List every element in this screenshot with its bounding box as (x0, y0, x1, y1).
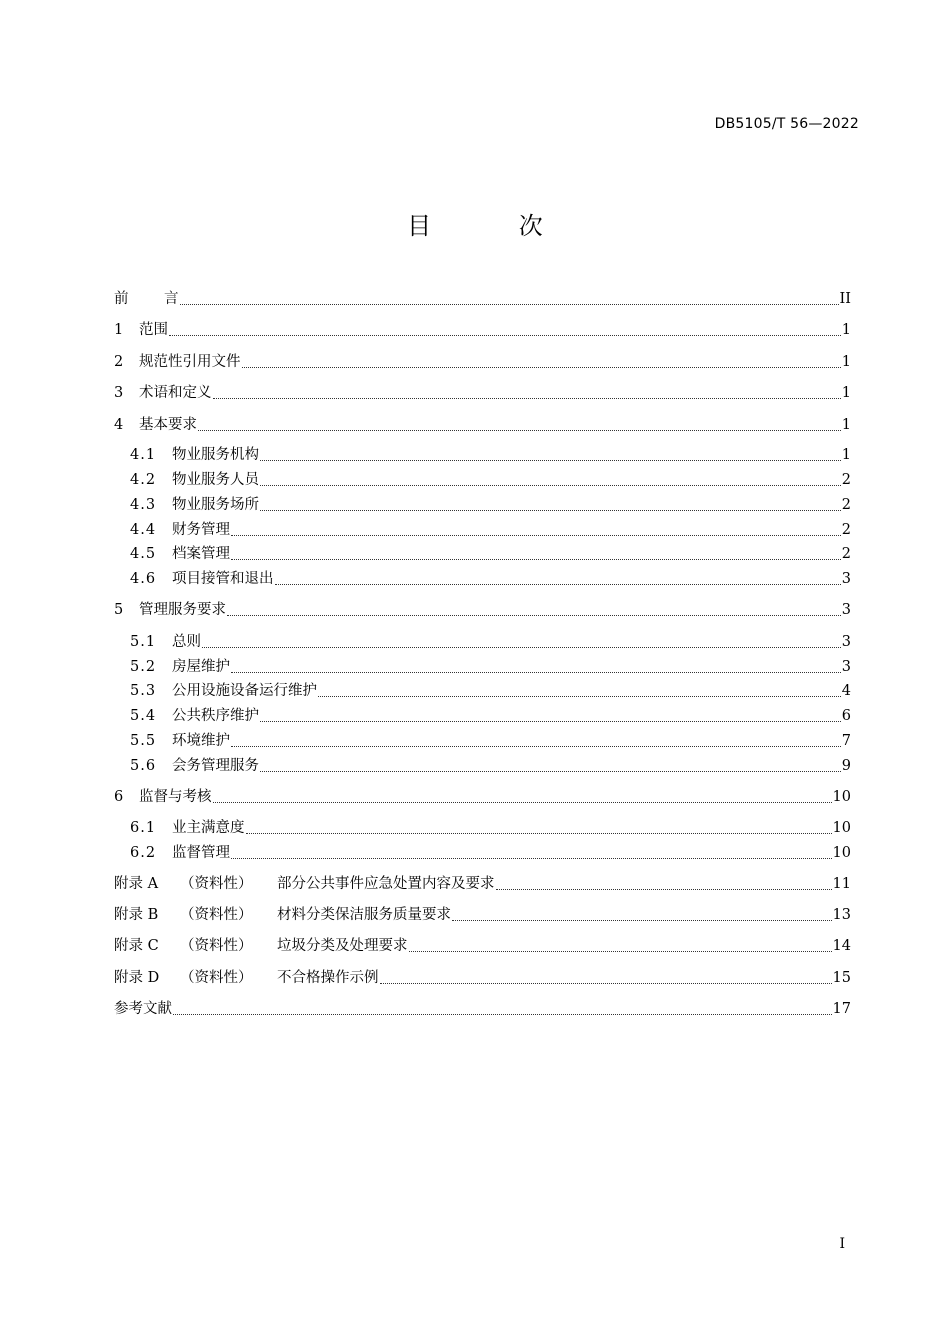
toc-entry-number: 6.2 (130, 845, 157, 861)
leader-dots (260, 770, 841, 772)
toc-subentry[interactable] (130, 491, 851, 515)
toc-subentry[interactable] (130, 727, 851, 751)
toc-subentry[interactable] (130, 565, 851, 589)
toc-entry-page: 13 (832, 907, 851, 923)
toc-entry-page: 3 (841, 634, 851, 650)
toc-entry-number: 6 (114, 789, 124, 805)
toc-entry-title: 业主满意度 (172, 820, 245, 836)
toc-entry-page: 3 (841, 602, 851, 618)
leader-dots (496, 888, 832, 890)
toc-entry-number: 附录 D (114, 970, 160, 986)
toc-entry-page: 2 (841, 497, 851, 513)
toc-entry-page: 3 (841, 571, 851, 587)
toc-entry-number: 1 (114, 322, 124, 338)
toc-subentry[interactable] (130, 752, 851, 776)
toc-entry-number: 5.3 (130, 683, 157, 699)
toc-entry-title: 部分公共事件应急处置内容及要求 (277, 876, 495, 892)
leader-dots (231, 745, 841, 747)
toc-subentry[interactable] (130, 466, 851, 490)
toc-subentry[interactable] (130, 441, 851, 465)
toc-entry-page: 10 (832, 845, 851, 861)
toc-entry-page: 7 (841, 733, 851, 749)
leader-dots (231, 857, 832, 859)
toc-entry-number: 附录 A (114, 876, 159, 892)
toc-entry-number: 参考文献 (114, 1001, 172, 1017)
toc-entry-page: 9 (841, 758, 851, 774)
toc-entry[interactable] (114, 783, 851, 807)
leader-dots (318, 695, 841, 697)
leader-dots (380, 982, 832, 984)
toc-entry-title: 材料分类保洁服务质量要求 (277, 907, 451, 923)
toc-entry-page: 14 (832, 938, 851, 954)
toc-entry-number: 2 (114, 354, 124, 370)
toc-entry-title: 物业服务人员 (172, 472, 259, 488)
leader-dots (275, 583, 841, 585)
toc-entry-page: 3 (841, 659, 851, 675)
leader-dots (231, 558, 841, 560)
leader-dots (213, 801, 832, 803)
toc-entry-title: 环境维护 (172, 733, 230, 749)
toc-subentry[interactable] (130, 628, 851, 652)
toc-entry-number: 4.2 (130, 472, 157, 488)
toc-entry-number: 5 (114, 602, 124, 618)
toc-subentry[interactable] (130, 839, 851, 863)
toc-entry-title: 管理服务要求 (139, 602, 226, 618)
toc-entry[interactable] (114, 596, 851, 620)
toc-entry-number: 前 (114, 291, 129, 307)
toc-subentry[interactable] (130, 702, 851, 726)
toc-entry-title: 物业服务场所 (172, 497, 259, 513)
toc-entry-page: 1 (841, 322, 851, 338)
toc-entry-page: 2 (841, 546, 851, 562)
leader-dots (213, 397, 841, 399)
toc-entry-title: 会务管理服务 (172, 758, 259, 774)
toc-entry-number: 附录 C (114, 938, 159, 954)
leader-dots (260, 459, 841, 461)
toc-entry-number: 4.6 (130, 571, 157, 587)
page-title: 目 次 (407, 212, 583, 240)
toc-entry-title: 范围 (139, 322, 168, 338)
toc-entry-title: 公共秩序维护 (172, 708, 259, 724)
toc-entry-number: 3 (114, 385, 124, 401)
toc-entry-number: 6.1 (130, 820, 157, 836)
toc-entry-number: 5.1 (130, 634, 157, 650)
leader-dots (173, 1013, 832, 1015)
toc-appendix-entry[interactable] (114, 901, 851, 925)
leader-dots (231, 671, 841, 673)
leader-dots (202, 646, 841, 648)
toc-entry-title: 不合格操作示例 (277, 970, 379, 986)
toc-entry[interactable] (114, 316, 851, 340)
toc-entry-title: 规范性引用文件 (139, 354, 241, 370)
toc-entry-page: 10 (832, 789, 851, 805)
toc-entry-title: 财务管理 (172, 522, 230, 538)
toc-entry-note: （资料性） (180, 907, 253, 923)
page-number: I (839, 1236, 845, 1252)
toc-appendix-entry[interactable] (114, 870, 851, 894)
toc-entry-number: 5.2 (130, 659, 157, 675)
toc-entry-title: 公用设施设备运行维护 (172, 683, 317, 699)
toc-subentry[interactable] (130, 814, 851, 838)
leader-dots (260, 484, 841, 486)
toc-entry-title: 基本要求 (139, 417, 197, 433)
toc-subentry[interactable] (130, 653, 851, 677)
leader-dots (260, 720, 841, 722)
toc-appendix-entry[interactable] (114, 964, 851, 988)
leader-dots (198, 429, 841, 431)
toc-entry[interactable] (114, 348, 851, 372)
toc-entry-page: 1 (841, 354, 851, 370)
leader-dots (180, 303, 839, 305)
toc-appendix-entry[interactable] (114, 932, 851, 956)
toc-entry-page: 17 (832, 1001, 851, 1017)
toc-entry-note: （资料性） (180, 970, 253, 986)
toc-entry-title: 垃圾分类及处理要求 (277, 938, 408, 954)
toc-subentry[interactable] (130, 540, 851, 564)
toc-entry-number: 5.4 (130, 708, 157, 724)
toc-entry-preface[interactable] (114, 285, 851, 309)
toc-entry-page: 1 (841, 417, 851, 433)
leader-dots (452, 919, 832, 921)
toc-entry-page: II (839, 291, 851, 307)
leader-dots (260, 509, 841, 511)
toc-entry-number: 5.6 (130, 758, 157, 774)
toc-entry-title: 总则 (172, 634, 201, 650)
toc-entry-number: 4.4 (130, 522, 157, 538)
toc-entry-page: 6 (841, 708, 851, 724)
toc-entry-page: 10 (832, 820, 851, 836)
leader-dots (227, 614, 841, 616)
toc-entry-number: 4 (114, 417, 124, 433)
toc-entry-title: 监督管理 (172, 845, 230, 861)
toc-entry-title: 项目接管和退出 (172, 571, 274, 587)
leader-dots (246, 832, 832, 834)
toc-entry-title: 物业服务机构 (172, 447, 259, 463)
toc-entry-title: 监督与考核 (139, 789, 212, 805)
leader-dots (231, 534, 841, 536)
toc-entry-number: 4.1 (130, 447, 157, 463)
toc-entry-page: 15 (832, 970, 851, 986)
toc-entry-references[interactable] (114, 995, 851, 1019)
toc-entry-number: 附录 B (114, 907, 159, 923)
toc-entry-note: （资料性） (180, 876, 253, 892)
toc-entry-note: （资料性） (180, 938, 253, 954)
toc-entry-title: 术语和定义 (139, 385, 212, 401)
toc-subentry[interactable] (130, 677, 851, 701)
toc-subentry[interactable] (130, 516, 851, 540)
toc-entry-number: 5.5 (130, 733, 157, 749)
standard-code: DB5105/T 56—2022 (714, 116, 859, 132)
toc-entry-page: 1 (841, 447, 851, 463)
toc-entry-title: 言 (164, 291, 179, 307)
toc-entry[interactable] (114, 379, 851, 403)
toc-entry-page: 2 (841, 522, 851, 538)
toc-entry-page: 11 (832, 876, 851, 892)
toc-entry-number: 4.5 (130, 546, 157, 562)
leader-dots (409, 950, 832, 952)
toc-entry-page: 1 (841, 385, 851, 401)
toc-entry-page: 4 (841, 683, 851, 699)
leader-dots (169, 334, 841, 336)
toc-entry-page: 2 (841, 472, 851, 488)
toc-entry-title: 房屋维护 (172, 659, 230, 675)
toc-entry[interactable] (114, 411, 851, 435)
toc-entry-number: 4.3 (130, 497, 157, 513)
leader-dots (242, 366, 841, 368)
toc-entry-title: 档案管理 (172, 546, 230, 562)
